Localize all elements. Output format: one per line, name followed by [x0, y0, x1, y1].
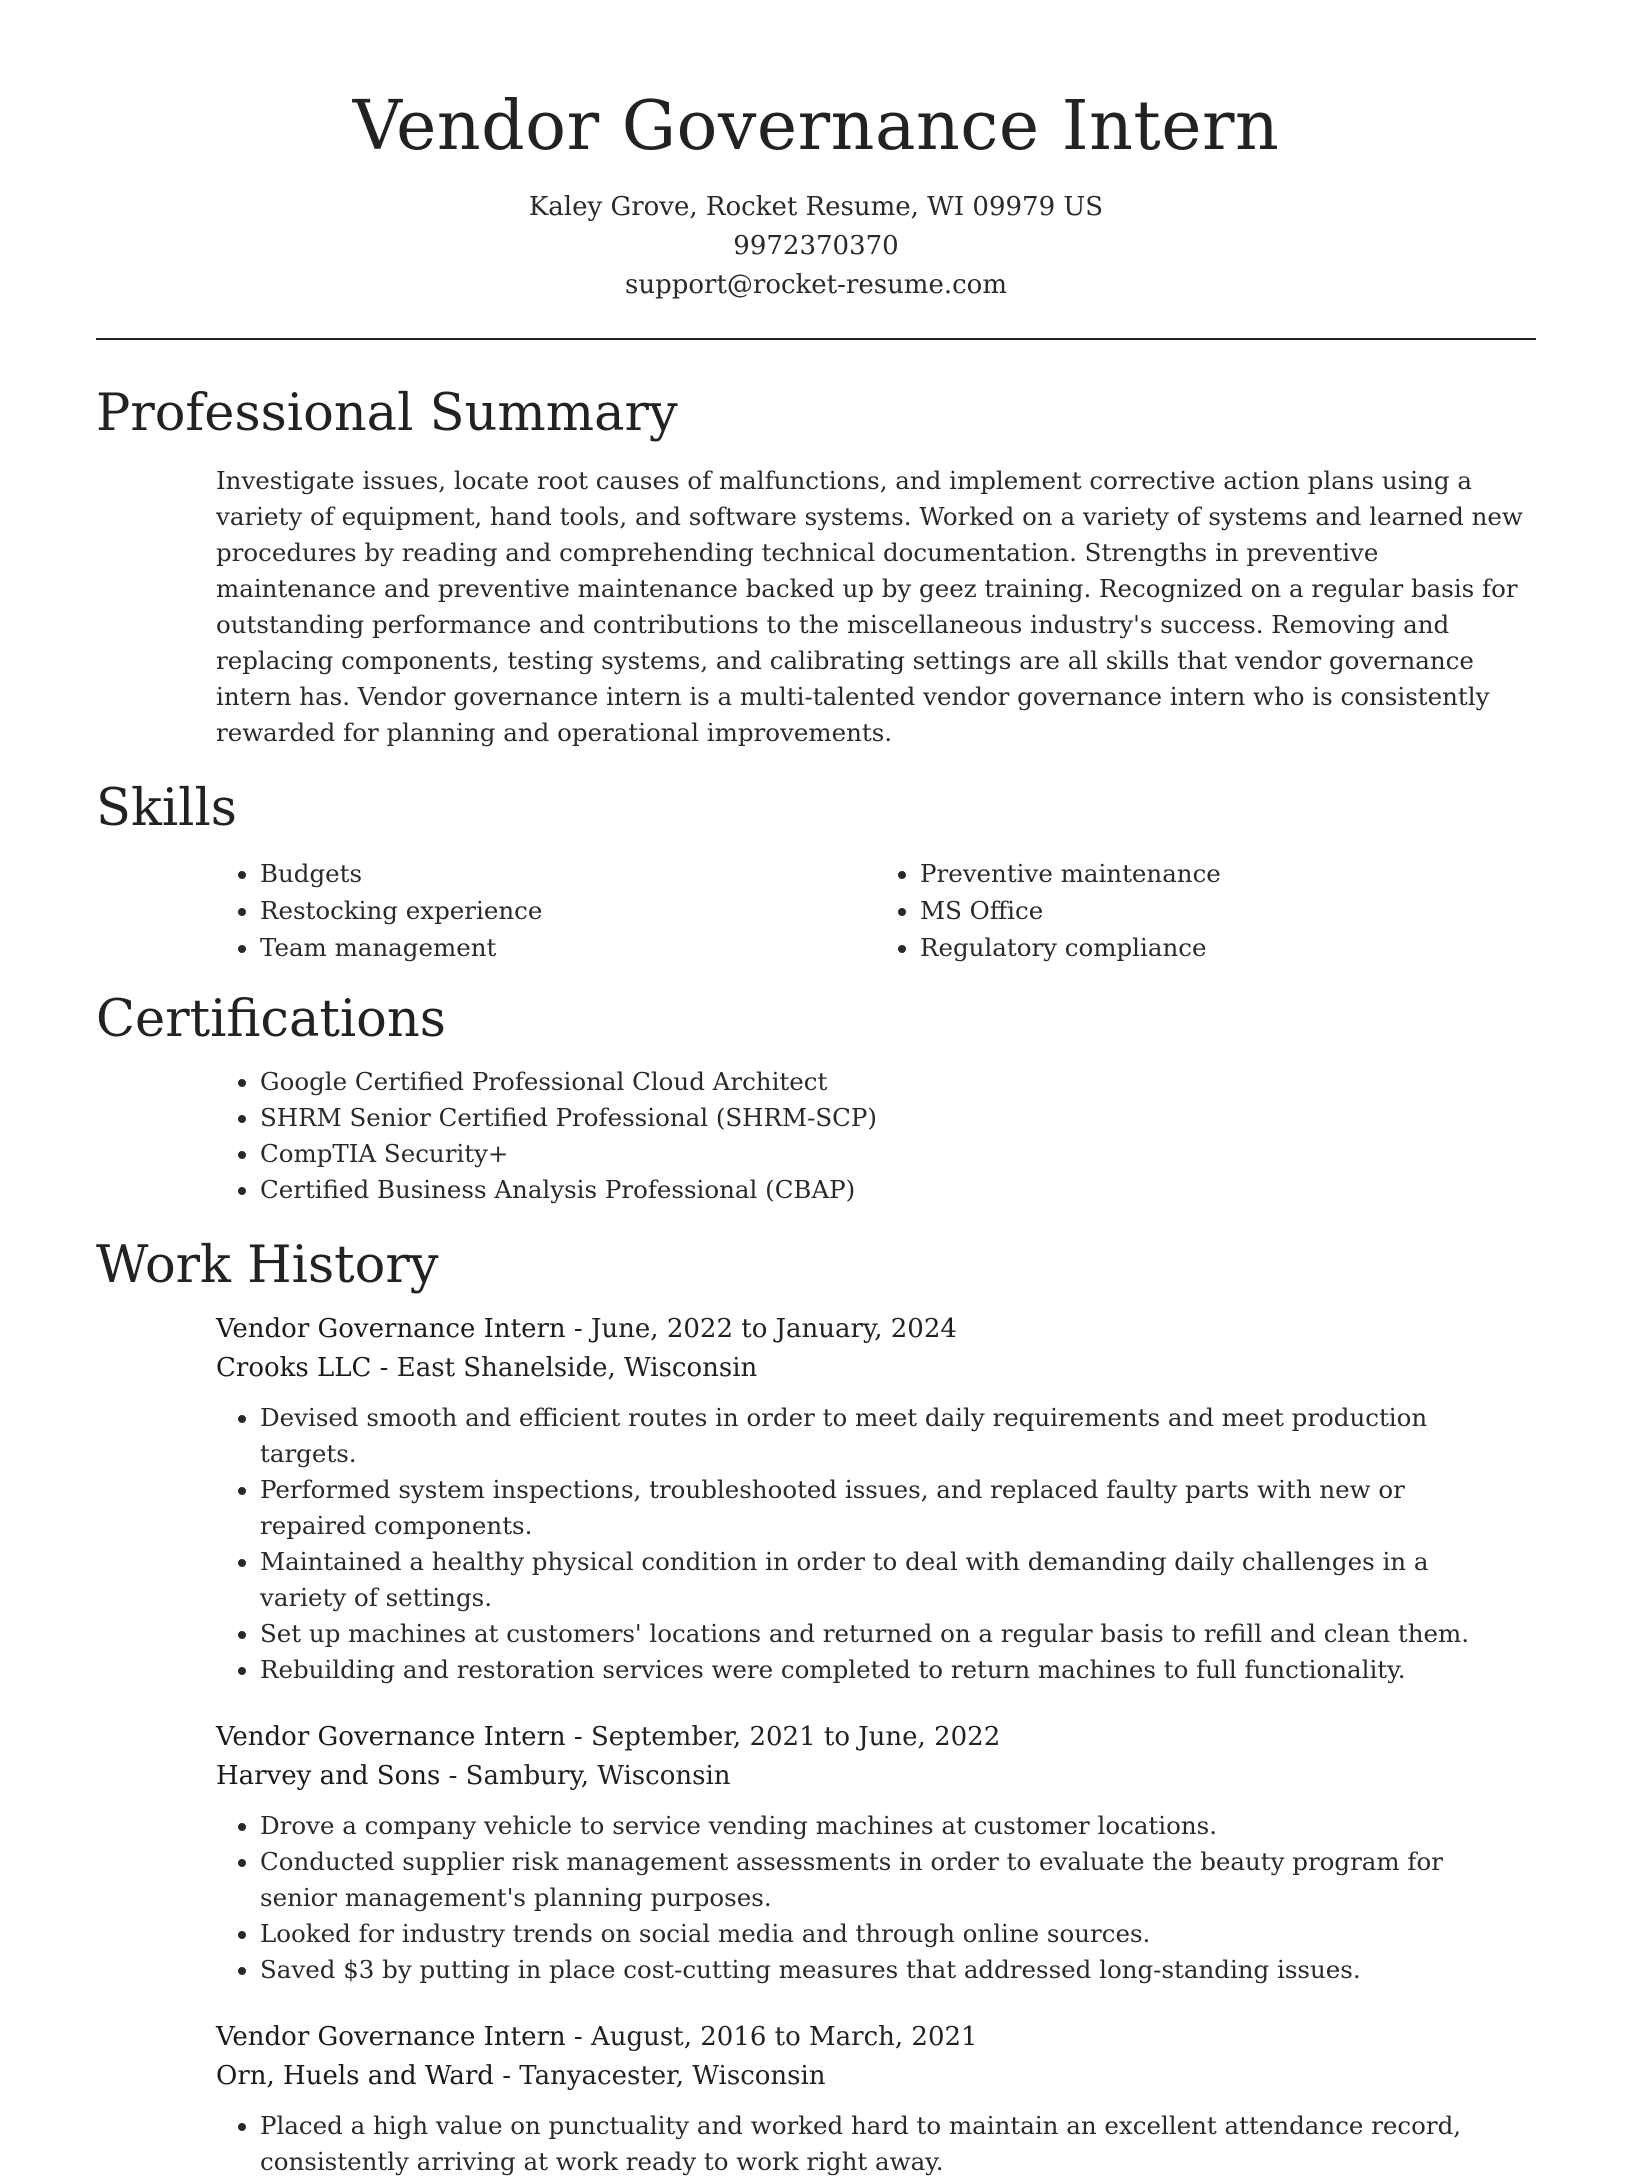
- certification-item: • Certified Business Analysis Professional (CBAP): [260, 1172, 1536, 1208]
- job-entry: [216, 1718, 1536, 1988]
- contact-phone: 9972370370: [733, 231, 899, 261]
- skills-section: [96, 777, 1536, 966]
- job-bullet: • Performed system inspections, troubleshooted issues, and replaced faulty parts with new or repaired components.: [260, 1472, 1536, 1544]
- job-bullet: • Set up machines at customers' locations and returned on a regular basis to refill and clean them.: [260, 1616, 1536, 1652]
- job-bullet: • Maintained a healthy physical condition in order to deal with demanding daily challenges in a variety of settings.: [260, 1544, 1536, 1616]
- job-company-line: Harvey and Sons - Sambury, Wisconsin: [216, 1761, 731, 1791]
- skill-item: • Regulatory compliance: [920, 929, 1536, 966]
- job-entry: [216, 2018, 1536, 2180]
- skill-item: • MS Office: [920, 892, 1536, 929]
- certification-item: • CompTIA Security+: [260, 1136, 1536, 1172]
- skill-item: • Preventive maintenance: [920, 855, 1536, 892]
- contact-block: [96, 188, 1536, 305]
- job-location: East Shanelside, Wisconsin: [396, 1353, 758, 1383]
- job-bullet: • Drove a company vehicle to service vending machines at customer locations.: [260, 1808, 1536, 1844]
- work-history-section: [96, 1234, 1536, 2180]
- skills-grid: [216, 855, 1536, 966]
- job-bullet-list: [216, 1808, 1536, 1988]
- certifications-section: [96, 988, 1536, 1208]
- resume-title: Vendor Governance Intern: [352, 87, 1280, 166]
- job-title-line: Vendor Governance Intern - June, 2022 to January, 2024: [216, 1314, 957, 1344]
- job-title: Vendor Governance Intern: [216, 2022, 566, 2052]
- job-dates: June, 2022 to January, 2024: [591, 1314, 957, 1344]
- job-company: Harvey and Sons: [216, 1761, 441, 1791]
- job-company: Crooks LLC: [216, 1353, 372, 1383]
- job-title: Vendor Governance Intern: [216, 1722, 566, 1752]
- skill-item: • Restocking experience: [260, 892, 876, 929]
- job-bullet-list: [216, 2108, 1536, 2180]
- job-location: Tanyacester, Wisconsin: [519, 2061, 826, 2091]
- job-company: Orn, Huels and Ward: [216, 2061, 494, 2091]
- certifications-heading: Certifications: [96, 990, 446, 1049]
- summary-heading: Professional Summary: [96, 384, 678, 443]
- job-company-line: Orn, Huels and Ward - Tanyacester, Wisconsin: [216, 2061, 826, 2091]
- job-title-line: Vendor Governance Intern - August, 2016 to March, 2021: [216, 2022, 978, 2052]
- job-bullet: • Looked for industry trends on social media and through online sources.: [260, 1916, 1536, 1952]
- job-location: Sambury, Wisconsin: [465, 1761, 731, 1791]
- job-bullet-list: [216, 1400, 1536, 1688]
- job-bullet: • Saved $3 by putting in place cost-cutting measures that addressed long-standing issues.: [260, 1952, 1536, 1988]
- contact-email: support@rocket-resume.com: [624, 270, 1007, 300]
- skills-heading: Skills: [96, 779, 237, 838]
- job-bullet: • Devised smooth and efficient routes in order to meet daily requirements and meet production targets.: [260, 1400, 1536, 1472]
- summary-section: [96, 382, 1536, 751]
- skills-column-right: [876, 855, 1536, 966]
- skill-item: • Budgets: [260, 855, 876, 892]
- job-dates: September, 2021 to June, 2022: [591, 1722, 1001, 1752]
- job-bullet: • Placed a high value on punctuality and worked hard to maintain an excellent attendance record, consistently arriving at work ready to work right away.: [260, 2108, 1536, 2180]
- resume-header: [96, 0, 1536, 305]
- job-entry: [216, 1310, 1536, 1688]
- skill-item: • Team management: [260, 929, 876, 966]
- contact-address: Kaley Grove, Rocket Resume, WI 09979 US: [528, 192, 1104, 222]
- job-title: Vendor Governance Intern: [216, 1314, 566, 1344]
- certification-item: • Google Certified Professional Cloud Architect: [260, 1064, 1536, 1100]
- work-history-heading: Work History: [96, 1236, 439, 1295]
- certification-item: • SHRM Senior Certified Professional (SHRM-SCP): [260, 1100, 1536, 1136]
- job-bullet: • Rebuilding and restoration services were completed to return machines to full functionality.: [260, 1652, 1536, 1688]
- summary-text: Investigate issues, locate root causes of malfunctions, and implement corrective action plans using a variety of equipment, hand tools, and software systems. Worked on a variety of systems and learned new procedures by reading and comprehending technical documentation. Strengths in preventive maintenance and preventive maintenance backed up by geez training. Recognized on a regular basis for outstanding performance and contributions to the miscellaneous industry's success. Removing and replacing components, testing systems, and calibrating settings are all skills that vendor governance intern has. Vendor governance intern is a multi-talented vendor governance intern who is consistently rewarded for planning and operational improvements.: [216, 466, 1523, 747]
- job-bullet: • Conducted supplier risk management assessments in order to evaluate the beauty program for senior management's planning purposes.: [260, 1844, 1536, 1916]
- certifications-list: [216, 1064, 1536, 1208]
- job-dates: August, 2016 to March, 2021: [591, 2022, 978, 2052]
- header-divider: [96, 338, 1536, 340]
- skills-column-left: [216, 855, 876, 966]
- job-title-line: Vendor Governance Intern - September, 2021 to June, 2022: [216, 1722, 1001, 1752]
- job-company-line: Crooks LLC - East Shanelside, Wisconsin: [216, 1353, 758, 1383]
